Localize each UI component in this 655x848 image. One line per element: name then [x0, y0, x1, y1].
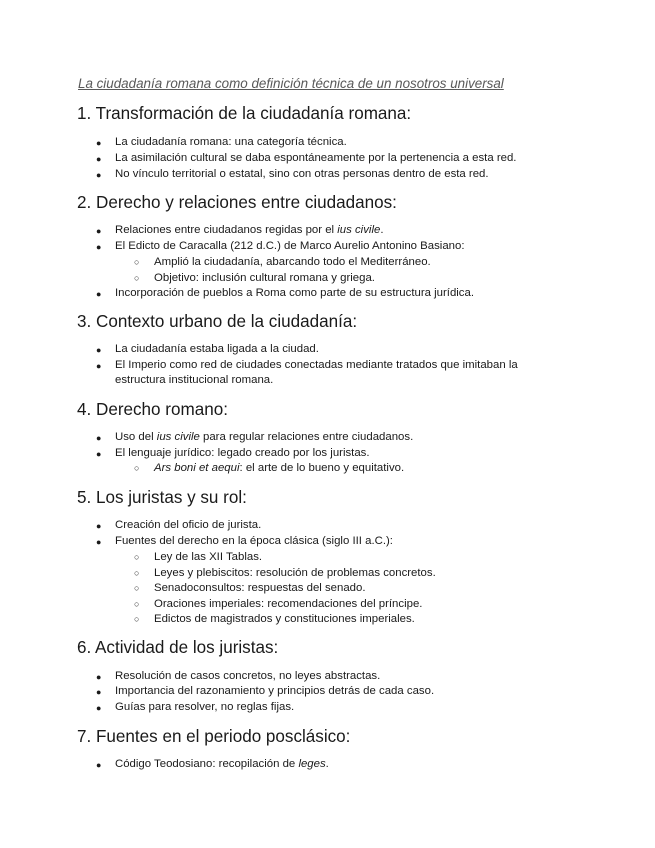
list-item: El Imperio como red de ciudades conectadas mediante tratados que imitaban la [115, 359, 518, 371]
bullet-icon: ● [96, 672, 102, 682]
bullet-icon: ● [96, 449, 102, 459]
bullet-icon: ● [96, 154, 102, 164]
list-item: El lenguaje jurídico: legado creado por los juristas. [115, 447, 370, 459]
section-4-heading: 4. Derecho romano: [77, 400, 228, 419]
list-item: La asimilación cultural se daba espontáneamente por la pertenencia a esta red. [115, 152, 517, 164]
circle-bullet-icon: ○ [134, 552, 140, 562]
sub-list-item: Edictos de magistrados y constituciones imperiales. [154, 613, 415, 625]
italic-term: ius civile [337, 224, 381, 236]
circle-bullet-icon: ○ [134, 583, 140, 593]
list-item: No vínculo territorial o estatal, sino con otras personas dentro de esta red. [115, 168, 489, 180]
section-7-heading: 7. Fuentes en el periodo posclásico: [77, 727, 351, 746]
bullet-icon: ● [96, 289, 102, 299]
sub-list-item: Ley de las XII Tablas. [154, 551, 263, 563]
section-2-heading: 2. Derecho y relaciones entre ciudadanos: [77, 193, 397, 212]
bullet-icon: ● [96, 345, 102, 355]
list-item: La ciudadanía estaba ligada a la ciudad. [115, 343, 319, 355]
sub-list-item: Objetivo: inclusión cultural romana y griega. [154, 272, 375, 284]
list-item: Código Teodosiano: recopilación de leges. [115, 758, 329, 770]
bullet-icon: ● [96, 170, 102, 180]
list-item: Guías para resolver, no reglas fijas. [115, 701, 295, 713]
bullet-icon: ● [96, 687, 102, 697]
italic-term: ius civile [156, 431, 200, 443]
section-3-heading: 3. Contexto urbano de la ciudadanía: [77, 312, 358, 331]
list-item: Creación del oficio de jurista. [115, 519, 262, 531]
section-5-heading: 5. Los juristas y su rol: [77, 488, 247, 507]
sub-list-item: Leyes y plebiscitos: resolución de problemas concretos. [154, 567, 436, 579]
list-item: Fuentes del derecho en la época clásica (siglo III a.C.): [115, 535, 393, 547]
circle-bullet-icon: ○ [134, 273, 140, 283]
section-1-heading: 1. Transformación de la ciudadanía romana: [77, 104, 412, 123]
sub-list-item: Senadoconsultos: respuestas del senado. [154, 582, 366, 594]
circle-bullet-icon: ○ [134, 463, 140, 473]
list-item: El Edicto de Caracalla (212 d.C.) de Marco Aurelio Antonino Basiano: [115, 240, 465, 252]
bullet-icon: ● [96, 138, 102, 148]
list-item: Relaciones entre ciudadanos regidas por el ius civile. [115, 224, 384, 236]
list-item: Importancia del razonamiento y principios detrás de cada caso. [115, 685, 435, 697]
circle-bullet-icon: ○ [134, 568, 140, 578]
circle-bullet-icon: ○ [134, 257, 140, 267]
italic-term: leges [298, 758, 326, 770]
bullet-icon: ● [96, 521, 102, 531]
list-item: La ciudadanía romana: una categoría técnica. [115, 136, 347, 148]
list-item-continuation: estructura institucional romana. [115, 374, 274, 386]
document-title: La ciudadanía romana como definición técnica de un nosotros universal [78, 76, 504, 91]
circle-bullet-icon: ○ [134, 599, 140, 609]
bullet-icon: ● [96, 361, 102, 371]
bullet-icon: ● [96, 226, 102, 236]
list-item: Resolución de casos concretos, no leyes abstractas. [115, 670, 381, 682]
bullet-icon: ● [96, 703, 102, 713]
sub-list-item: Amplió la ciudadanía, abarcando todo el Mediterráneo. [154, 256, 431, 268]
italic-term: Ars boni et aequi [154, 462, 240, 474]
section-6-heading: 6. Actividad de los juristas: [77, 638, 279, 657]
bullet-icon: ● [96, 433, 102, 443]
sub-list-item: Oraciones imperiales: recomendaciones del príncipe. [154, 598, 423, 610]
bullet-icon: ● [96, 242, 102, 252]
list-item: Uso del ius civile para regular relaciones entre ciudadanos. [115, 431, 414, 443]
list-item: Incorporación de pueblos a Roma como parte de su estructura jurídica. [115, 287, 474, 299]
bullet-icon: ● [96, 537, 102, 547]
circle-bullet-icon: ○ [134, 614, 140, 624]
sub-list-item: Ars boni et aequi: el arte de lo bueno y equitativo. [154, 462, 405, 474]
bullet-icon: ● [96, 760, 102, 770]
